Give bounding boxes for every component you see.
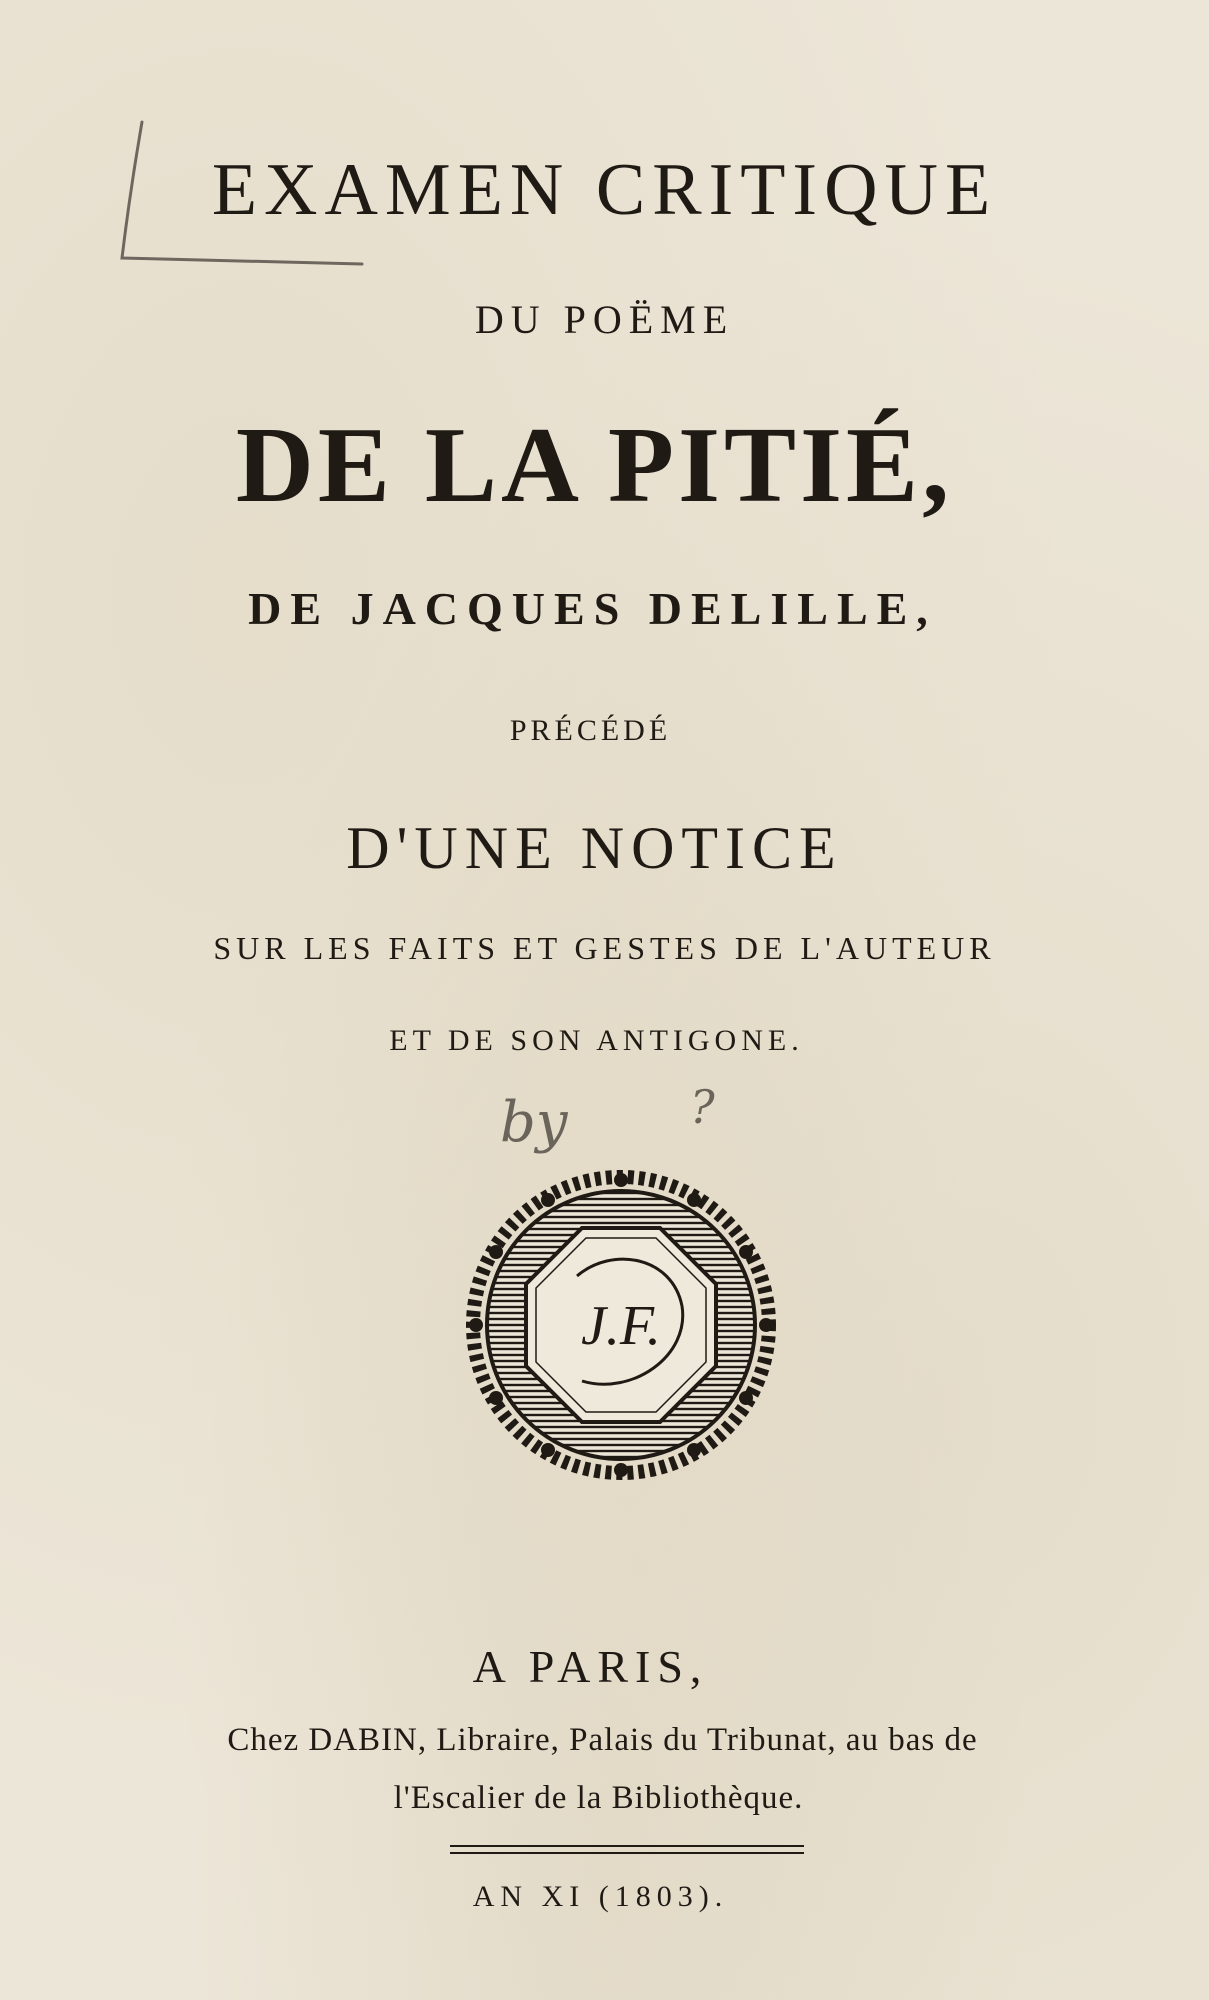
double-rule-divider [450, 1843, 804, 1857]
title-line-7: SUR LES FAITS ET GESTES DE L'AUTEUR [213, 930, 996, 966]
title-line-3: DE LA PITIÉ, [235, 406, 954, 525]
title-line-5: PRÉCÉDÉ [509, 714, 672, 747]
title-line-2: DU POËME [474, 297, 735, 342]
handwritten-question-mark: ? [690, 1080, 715, 1134]
ornament-monogram: J.F. [581, 1295, 661, 1357]
handwritten-by: by [500, 1090, 568, 1155]
imprint-publisher-line-1: Chez DABIN, Libraire, Palais du Tribunat, au bas de [227, 1722, 978, 1758]
imprint-date: AN XI (1803). [472, 1880, 729, 1913]
imprint-place: A PARIS, [472, 1641, 709, 1692]
printer-ornament-wreath-icon [462, 1166, 780, 1484]
title-line-1: EXAMEN CRITIQUE [211, 149, 998, 231]
title-line-4: DE JACQUES DELILLE, [248, 583, 937, 634]
imprint-publisher-line-2: l'Escalier de la Bibliothèque. [393, 1780, 804, 1816]
title-line-6: D'UNE NOTICE [346, 815, 843, 881]
title-line-8: ET DE SON ANTIGONE. [389, 1024, 804, 1057]
